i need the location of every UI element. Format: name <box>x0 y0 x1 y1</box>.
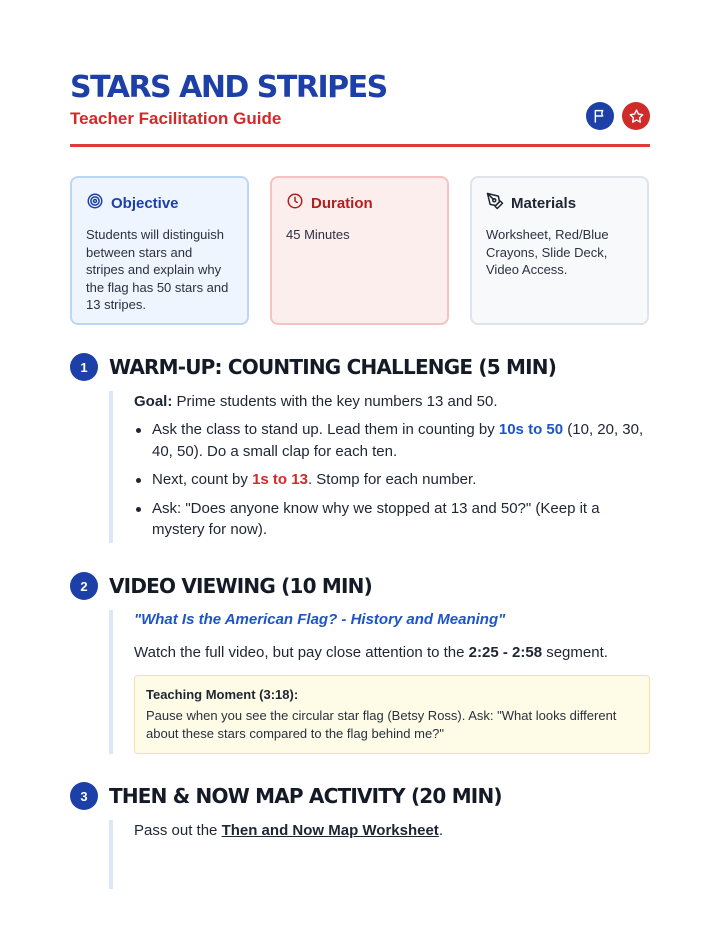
video-title: "What Is the American Flag? - History and Meaning" <box>134 611 506 628</box>
highlight-text: 10s to 50 <box>498 421 564 438</box>
goal-line <box>134 391 650 412</box>
clock-icon <box>286 192 304 215</box>
duration-card <box>270 176 449 325</box>
list-item: Ask: "Does anyone know why we stopped at 13 and 50?" (Keep it a mystery for now). <box>134 498 650 541</box>
target-icon <box>86 192 104 215</box>
star-icon <box>622 102 650 130</box>
header-divider <box>70 144 650 147</box>
activity-instructions: Pass out the Then and Now Map Worksheet. <box>134 822 443 839</box>
duration-title: Duration <box>311 195 373 212</box>
materials-title: Materials <box>511 195 577 212</box>
section-number: 1 <box>70 353 98 381</box>
section-number: 2 <box>70 572 98 600</box>
page-header <box>70 70 650 150</box>
objective-card <box>70 176 249 325</box>
materials-card <box>470 176 649 325</box>
video-instructions: Watch the full video, but pay close attention to the 2:25 - 2:58 segment. <box>134 644 608 661</box>
info-cards <box>70 176 650 325</box>
objective-text: Students will distinguish between stars and stripes and explain why the flag has 50 stars and 13 stripes. <box>86 227 229 313</box>
section-title: THEN & NOW MAP ACTIVITY (20 MIN) <box>109 784 502 808</box>
page-title: STARS AND STRIPES <box>70 70 387 105</box>
section-3-header <box>70 782 502 810</box>
goal-label: Goal: <box>134 393 173 410</box>
duration-text: 45 Minutes <box>286 227 350 242</box>
worksheet-link[interactable]: Then and Now Map Worksheet <box>221 822 439 839</box>
section-2-body <box>109 610 650 754</box>
segment-time: 2:25 - 2:58 <box>468 644 543 661</box>
callout-text: Pause when you see the circular star flag (Betsy Ross). Ask: "What looks different about these stars compared to the flag behind me?" <box>146 708 617 741</box>
flag-icon <box>586 102 614 130</box>
section-2-header <box>70 572 372 600</box>
section-title: VIDEO VIEWING (10 MIN) <box>109 574 372 598</box>
section-1-header <box>70 353 556 381</box>
teaching-moment-callout <box>134 675 650 754</box>
section-title: WARM-UP: COUNTING CHALLENGE (5 MIN) <box>109 355 557 379</box>
objective-title: Objective <box>111 195 179 212</box>
list-item: Ask the class to stand up. Lead them in counting by 10s to 50 (10, 20, 30, 40, 50). Do a small clap for each ten. <box>134 419 650 462</box>
materials-text: Worksheet, Red/Blue Crayons, Slide Deck, Video Access. <box>486 227 609 278</box>
pen-tool-icon <box>486 192 504 215</box>
header-icons <box>586 102 650 130</box>
section-1-body <box>109 391 650 543</box>
highlight-text: 1s to 13 <box>252 471 308 488</box>
goal-text: Prime students with the key numbers 13 and 50. <box>172 393 498 410</box>
list-item: Next, count by 1s to 13. Stomp for each number. <box>134 469 650 491</box>
page-subtitle: Teacher Facilitation Guide <box>70 109 282 128</box>
warmup-steps <box>134 419 650 541</box>
section-number: 3 <box>70 782 98 810</box>
callout-title: Teaching Moment (3:18): <box>146 687 299 702</box>
section-3-body <box>109 820 650 889</box>
